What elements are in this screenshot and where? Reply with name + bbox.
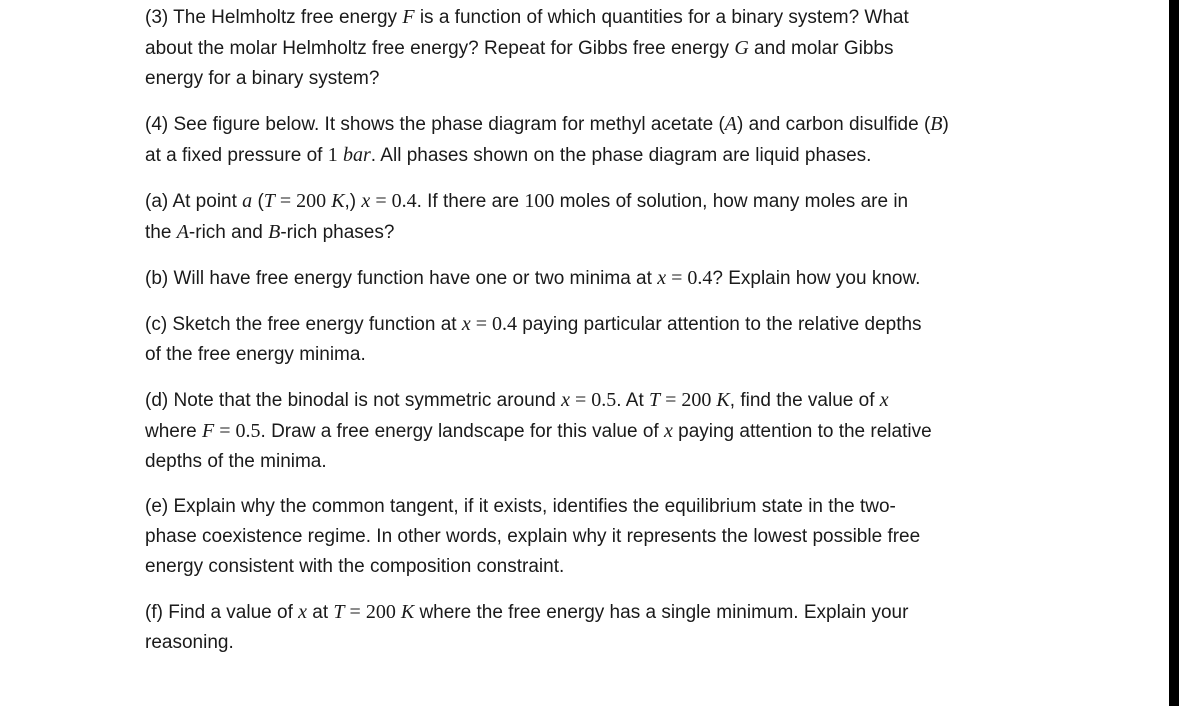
question-e-line-3: energy consistent with the composition constraint.: [145, 556, 565, 577]
question-f: [145, 597, 1045, 658]
question-f-line-1: (f) Find a value of x at T = 200 K where the free energy has a single minimum. Explain your: [145, 601, 909, 623]
question-b-line-1: (b) Will have free energy function have one or two minima at x = 0.4? Explain how you know.: [145, 267, 921, 289]
question-3-line-3: energy for a binary system?: [145, 68, 380, 89]
question-3-line-1: (3) The Helmholtz free energy F is a function of which quantities for a binary system? What: [145, 6, 909, 28]
question-a-line-2: the A-rich and B-rich phases?: [145, 221, 395, 243]
question-4-line-2: at a fixed pressure of 1 bar. All phases shown on the phase diagram are liquid phases.: [145, 144, 872, 166]
question-c-line-2: of the free energy minima.: [145, 344, 366, 365]
question-e: [145, 492, 1045, 582]
question-c: [145, 309, 1045, 370]
question-3: [145, 2, 1045, 94]
question-d-line-1: (d) Note that the binodal is not symmetric around x = 0.5. At T = 200 K, find the value of x: [145, 389, 889, 411]
question-d-line-2: where F = 0.5. Draw a free energy landscape for this value of x paying attention to the relative: [145, 420, 932, 442]
question-3-line-2: about the molar Helmholtz free energy? Repeat for Gibbs free energy G and molar Gibbs: [145, 37, 894, 59]
question-e-line-2: phase coexistence regime. In other words, explain why it represents the lowest possible free: [145, 526, 921, 547]
question-a-line-1: (a) At point a (T = 200 K,) x = 0.4. If there are 100 moles of solution, how many moles are in: [145, 190, 909, 212]
question-4: [145, 109, 1045, 171]
question-d: [145, 385, 1045, 477]
document-content: [145, 2, 1045, 673]
question-a: [145, 186, 1045, 248]
question-4-line-1: (4) See figure below. It shows the phase diagram for methyl acetate (A) and carbon disulfide (B): [145, 113, 949, 135]
question-f-line-2: reasoning.: [145, 632, 234, 653]
question-b: [145, 263, 1045, 294]
question-d-line-3: depths of the minima.: [145, 451, 327, 472]
question-c-line-1: (c) Sketch the free energy function at x = 0.4 paying particular attention to the relative depths: [145, 313, 922, 335]
question-e-line-1: (e) Explain why the common tangent, if it exists, identifies the equilibrium state in the two-: [145, 496, 896, 517]
right-edge-border: [1169, 0, 1179, 706]
